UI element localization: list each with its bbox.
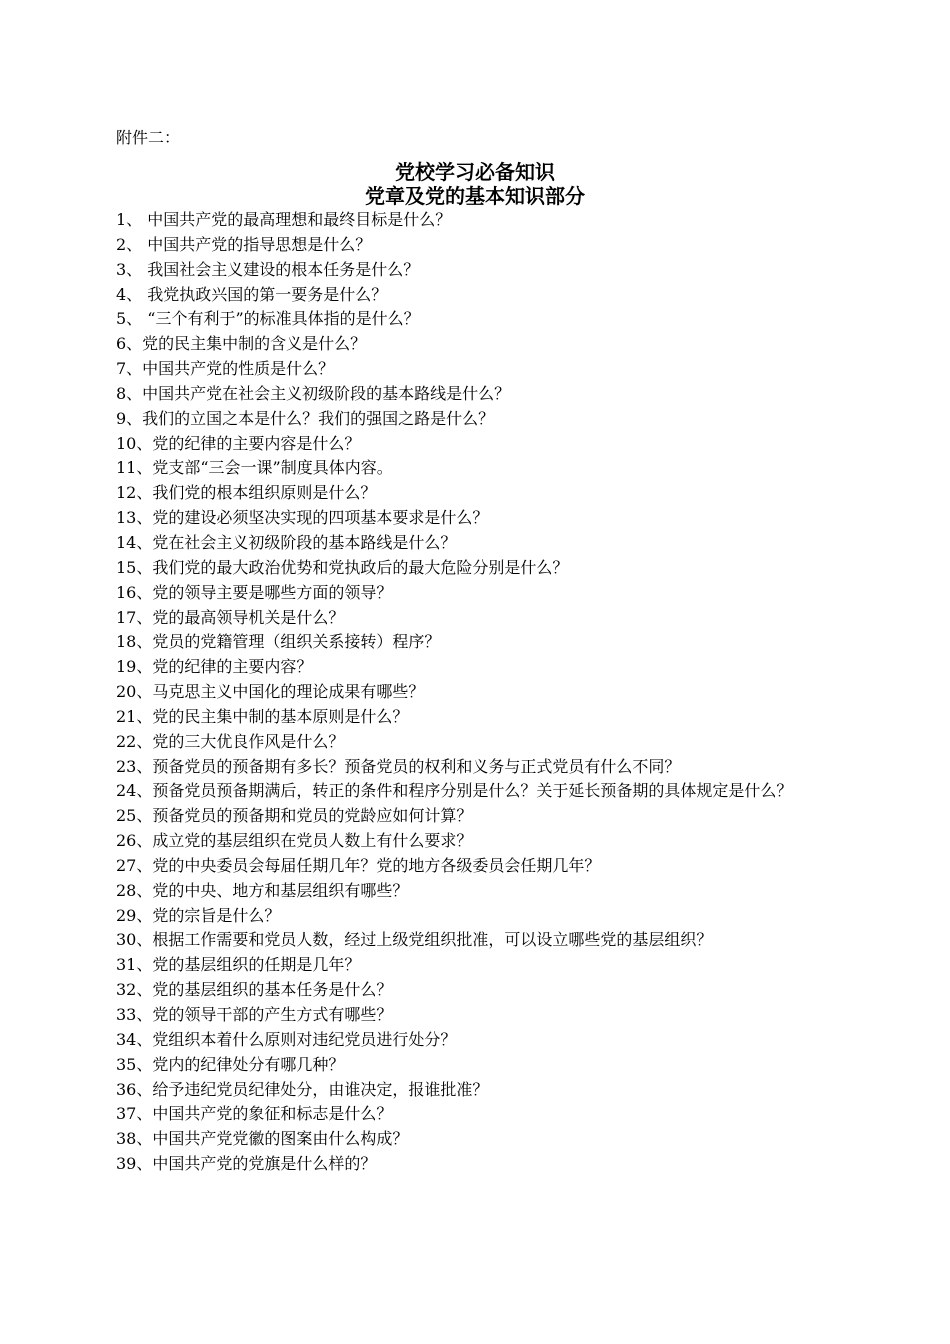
question-item: 22、党的三大优良作风是什么？ [116, 731, 345, 751]
question-item: 4、 我党执政兴国的第一要务是什么？ [116, 284, 388, 304]
question-item: 24、预备党员预备期满后，转正的条件和程序分别是什么？关于延长预备期的具体规定是什么？ [116, 781, 793, 801]
question-item: 33、党的领导干部的产生方式有哪些？ [116, 1005, 393, 1024]
question-item: 11、党支部“三会一课”制度具体内容。 [116, 458, 393, 478]
question-item: 18、党员的党籍管理（组织关系接转）程序？ [116, 632, 441, 652]
question-item: 34、党组织本着什么原则对违纪党员进行处分？ [116, 1029, 457, 1049]
question-item: 23、预备党员的预备期有多长？预备党员的权利和义务与正式党员有什么不同？ [116, 756, 681, 776]
question-item: 1、 中国共产党的最高理想和最终目标是什么？ [116, 210, 452, 229]
question-item: 9、我们的立国之本是什么？我们的强国之路是什么？ [116, 408, 495, 428]
question-item: 36、给予违纪党员纪律处分，由谁决定，报谁批准？ [116, 1079, 489, 1099]
question-item: 31、党的基层组织的任期是几年？ [116, 955, 361, 975]
question-item: 27、党的中央委员会每届任期几年？党的地方各级委员会任期几年？ [116, 855, 601, 875]
question-item: 29、党的宗旨是什么？ [116, 905, 281, 925]
question-item: 38、中国共产党党徽的图案由什么构成？ [116, 1129, 409, 1149]
question-item: 5、 “三个有利于”的标准具体指的是什么？ [116, 309, 420, 329]
question-item: 20、马克思主义中国化的理论成果有哪些？ [116, 682, 425, 702]
question-item: 17、党的最高领导机关是什么？ [116, 607, 345, 627]
question-item: 37、中国共产党的象征和标志是什么？ [116, 1104, 393, 1124]
question-item: 32、党的基层组织的基本任务是什么？ [116, 980, 393, 1000]
question-item: 35、党内的纪律处分有哪几种？ [116, 1054, 345, 1074]
question-item: 7、中国共产党的性质是什么？ [116, 359, 335, 379]
question-item: 13、党的建设必须坚决实现的四项基本要求是什么？ [116, 508, 489, 528]
question-item: 28、党的中央、地方和基层组织有哪些？ [116, 880, 409, 900]
question-item: 21、党的民主集中制的基本原则是什么？ [116, 706, 409, 726]
question-item: 39、中国共产党的党旗是什么样的？ [116, 1154, 377, 1174]
question-item: 30、根据工作需要和党员人数，经过上级党组织批准，可以设立哪些党的基层组织？ [116, 930, 713, 950]
question-item: 8、中国共产党在社会主义初级阶段的基本路线是什么？ [116, 383, 511, 403]
attachment-label: 附件二： [116, 128, 181, 147]
document-subtitle: 党章及党的基本知识部分 [365, 184, 585, 208]
question-item: 6、党的民主集中制的含义是什么？ [116, 334, 367, 354]
question-list [116, 208, 838, 1177]
question-item: 3、 我国社会主义建设的根本任务是什么？ [116, 259, 420, 279]
document-title: 党校学习必备知识 [395, 160, 555, 184]
question-item: 14、党在社会主义初级阶段的基本路线是什么？ [116, 532, 457, 552]
question-item: 2、 中国共产党的指导思想是什么？ [116, 234, 372, 254]
question-item: 25、预备党员的预备期和党员的党龄应如何计算？ [116, 806, 473, 826]
question-item: 16、党的领导主要是哪些方面的领导？ [116, 582, 393, 602]
question-item: 19、党的纪律的主要内容？ [116, 657, 313, 677]
question-item: 12、我们党的根本组织原则是什么？ [116, 483, 377, 503]
question-item: 15、我们党的最大政治优势和党执政后的最大危险分别是什么？ [116, 557, 569, 577]
question-item: 26、成立党的基层组织在党员人数上有什么要求？ [116, 831, 473, 851]
question-item: 10、党的纪律的主要内容是什么？ [116, 433, 361, 453]
